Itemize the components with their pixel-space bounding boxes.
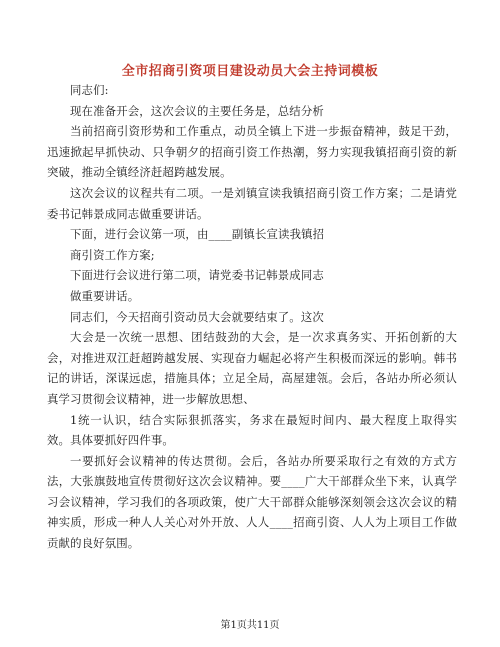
- document-title: 全市招商引资项目建设动员大会主持词模板: [121, 64, 379, 79]
- paragraph-item-two-cont: 做重要讲话。: [70, 288, 140, 303]
- paragraph-closing-intro: 同志们，今天招商引资动员大会就要结束了。这次: [70, 309, 324, 324]
- paragraph-greeting: 同志们:: [70, 83, 109, 97]
- paragraph-task-one: 一要抓好会议精神的传达贯彻。会后，各站办所要采取行之有效的方式方法，大张旗鼓地宣传贯彻好这次会议精神。要____广大干部群众坐下来，认真学习会议精神，学习我们的各项政策，使广大干部群众能够深刻领会这次会议的精神实质，形成一种人人关心对外开放、人人____招商引资、人人为上项目工作做贡献的良好氛围。: [47, 453, 457, 551]
- paragraph-four-tasks: 1统一认识，结合实际狠抓落实，务求在最短时间内、最大程度上取得实效。具体要抓好四件事。: [47, 412, 457, 448]
- paragraph-agenda: 这次会议的议程共有二项。一是刘镇宣读我镇招商引资工作方案；二是请党委书记韩景成同志做重要讲话。: [47, 185, 457, 221]
- paragraph-item-two: 下面进行会议进行第二项，请党委书记韩景成同志: [70, 268, 324, 283]
- paragraph-closing-body: 大会是一次统一思想、团结鼓劲的大会，是一次求真务实、开拓创新的大会，对推进双江赶超跨越发展、实现奋力崛起必将产生积极而深远的影响。韩书记的讲话，深谋远虑，措施具体；立足全局，高屋建瓴。会后，各站办所必须认真学习贯彻会议精神，进一步解放思想、: [47, 330, 457, 406]
- paragraph-task: 当前招商引资形势和工作重点，动员全镇上下进一步振奋精神，鼓足干劲，迅速掀起早抓快动、只争朝夕的招商引资工作热潮，努力实现我镇招商引资的新突破，推动全镇经济赶超跨越发展。: [47, 124, 457, 180]
- paragraph-opening: 现在准备开会，这次会议的主要任务是，总结分析: [70, 103, 324, 118]
- paragraph-item-one: 下面，进行会议第一项，由____副镇长宣读我镇招: [70, 227, 325, 242]
- page-number: 第1页共11页: [220, 620, 280, 631]
- document-body: [47, 80, 457, 554]
- paragraph-item-one-cont: 商引资工作方案;: [70, 247, 155, 262]
